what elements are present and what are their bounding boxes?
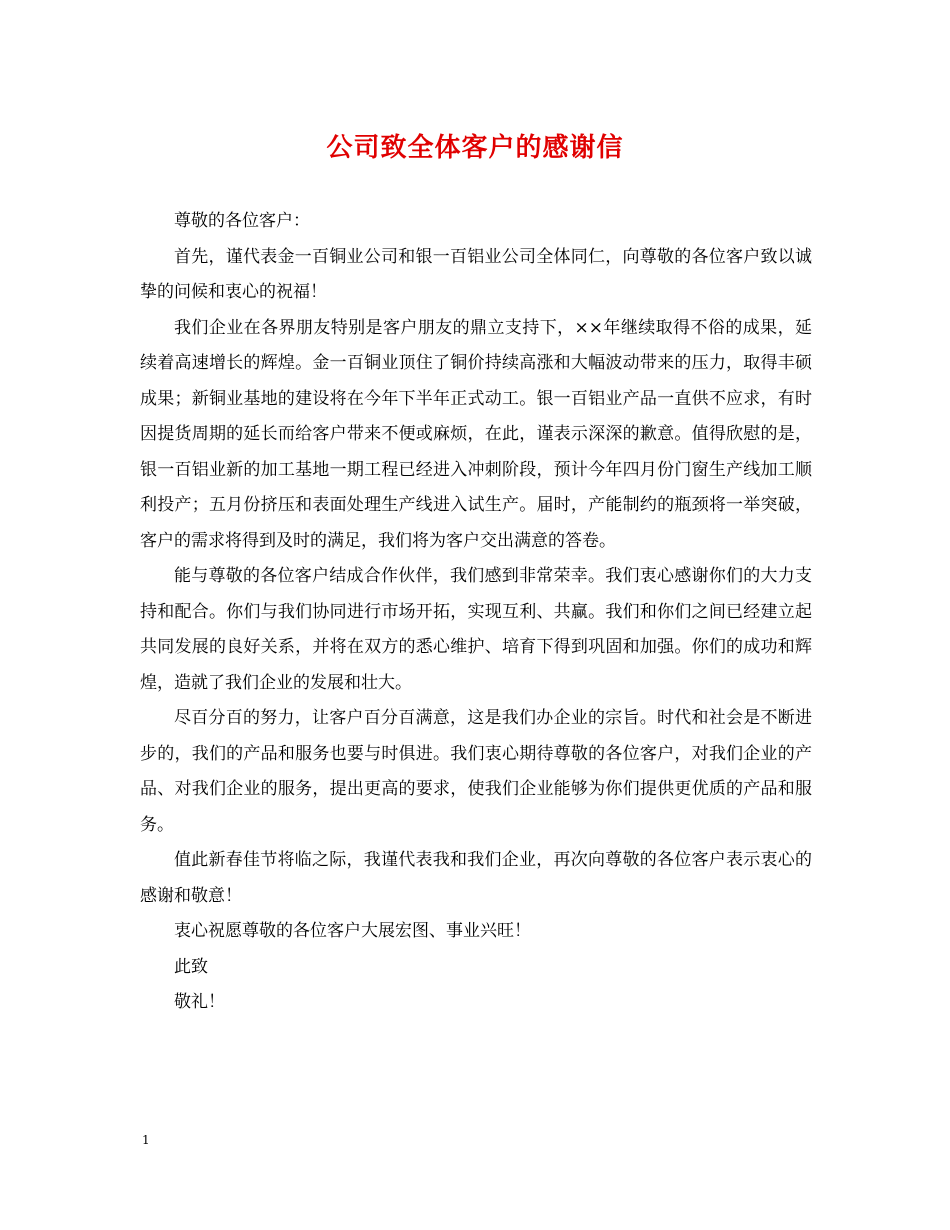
- closing-line-2: 敬礼！: [174, 992, 225, 1012]
- paragraph-holiday-thanks: 值此新春佳节将临之际，我谨代表我和我们企业，再次向尊敬的各位客户表示衷心的感谢和敬意！: [140, 850, 812, 906]
- salutation: 尊敬的各位客户：: [174, 211, 310, 231]
- paragraph-partnership: 能与尊敬的各位客户结成合作伙伴，我们感到非常荣幸。我们衷心感谢你们的大力支持和配合。你们与我们协同进行市场开拓，实现互利、共赢。我们和你们之间已经建立起共同发展的良好关系，并将在双方的悉心维护、培育下得到巩固和加强。你们的成功和辉煌，造就了我们企业的发展和壮大。: [140, 566, 812, 693]
- closing-line-1: 此致: [174, 956, 208, 977]
- document-title: 公司致全体客户的感谢信: [326, 133, 624, 163]
- page-number: 1: [142, 1133, 150, 1147]
- paragraph-wishes: 衷心祝愿尊敬的各位客户大展宏图、事业兴旺！: [174, 921, 531, 941]
- letter-body: [140, 204, 812, 1021]
- paragraph-mission: 尽百分百的努力，让客户百分百满意，这是我们办企业的宗旨。时代和社会是不断进步的，我们的产品和服务也要与时俱进。我们衷心期待尊敬的各位客户，对我们企业的产品、对我们企业的服务，提出更高的要求，使我们企业能够为你们提供更优质的产品和服务。: [140, 708, 812, 835]
- paragraph-greeting: 首先，谨代表金一百铜业公司和银一百铝业公司全体同仁，向尊敬的各位客户致以诚挚的问候和衷心的祝福！: [140, 246, 812, 302]
- paragraph-achievements: 我们企业在各界朋友特别是客户朋友的鼎立支持下，××年继续取得不俗的成果，延续着高速增长的辉煌。金一百铜业顶住了铜价持续高涨和大幅波动带来的压力，取得丰硕成果；新铜业基地的建设将在今年下半年正式动工。银一百铝业产品一直供不应求，有时因提货周期的延长而给客户带来不便或麻烦，在此，谨表示深深的歉意。值得欣慰的是，银一百铝业新的加工基地一期工程已经进入冲刺阶段，预计今年四月份门窗生产线加工顺利投产；五月份挤压和表面处理生产线进入试生产。届时，产能制约的瓶颈将一举突破，客户的需求将得到及时的满足，我们将为客户交出满意的答卷。: [140, 317, 812, 551]
